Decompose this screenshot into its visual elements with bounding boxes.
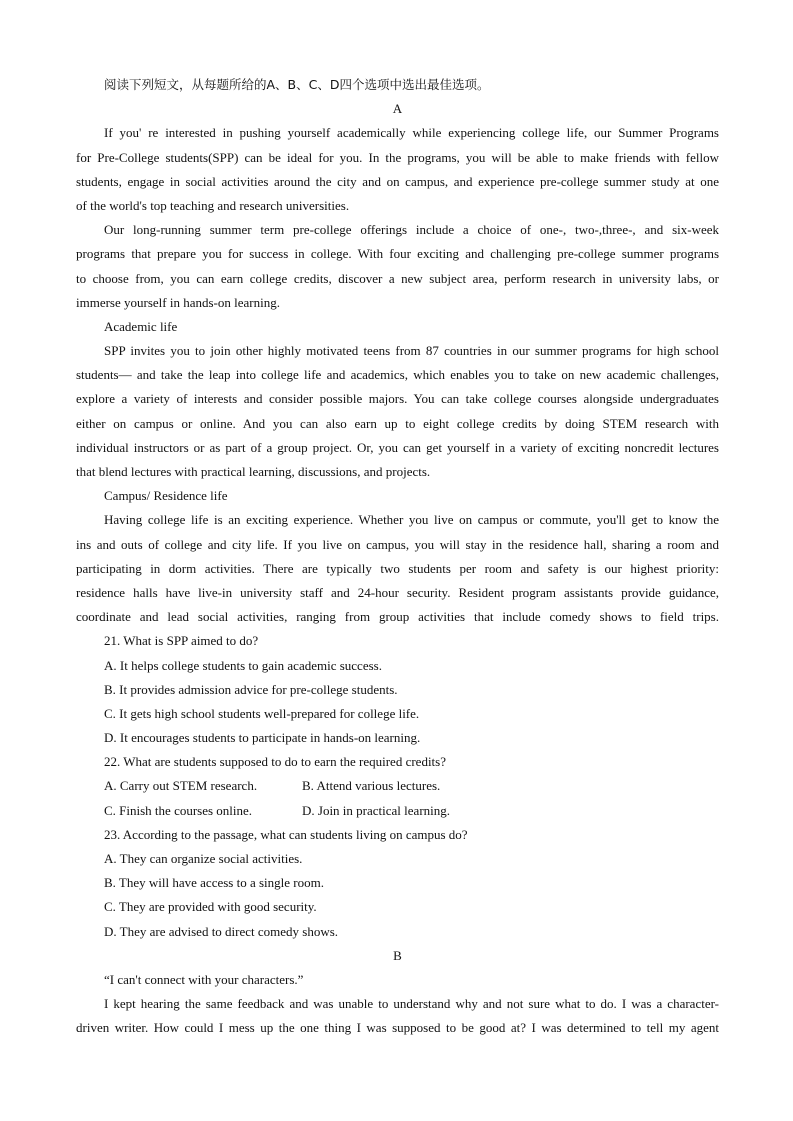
answer-option-c: C. It gets high school students well-prepared for college life. [104, 705, 420, 721]
text-line: for Pre-College students(SPP) can be ideal for you. In the programs, you will be able to make friends with fellow [76, 149, 719, 165]
answer-option-a: A. It helps college students to gain academic success. [104, 657, 382, 673]
answer-option-d: D. It encourages students to participate in hands-on learning. [104, 730, 421, 746]
text-line: Our long-running summer term pre-college offerings include a choice of one-, two-,three-, and six-week [104, 222, 719, 238]
text-line: coordinate and lead social activities, ranging from group activities that include comedy shows to field trips. [76, 609, 719, 625]
text-line: students, engage in social activities around the city and on campus, and experience pre-college summer study at one [76, 173, 719, 189]
question-stem: 22. What are students supposed to do to earn the required credits? [104, 754, 446, 770]
text-line: of the world's top teaching and research universities. [76, 197, 350, 213]
text-line: that blend lectures with practical learning, discussions, and projects. [76, 464, 431, 479]
text-line: residence halls have live-in university staff and 24-hour security. Resident program assistants provide guidance, [76, 584, 719, 600]
text-line: to choose from, you can earn college credits, discover a new subject area, perform research in university labs, or [76, 270, 719, 286]
text-line: If you' re interested in pushing yourself academically while experiencing college life, our Summer Programs [104, 125, 719, 141]
answer-option-c: C. They are provided with good security. [104, 899, 317, 915]
section-a-paragraph-4 [76, 508, 719, 629]
section-a-label: A [392, 101, 403, 117]
text-line: immerse yourself in hands-on learning. [76, 294, 280, 310]
section-a-paragraph-3 [76, 339, 719, 484]
text-line: ins and outs of college and city life. If you live on campus, you will stay in the residence hall, sharing a room and [76, 536, 719, 552]
section-a-paragraph-2 [76, 218, 719, 315]
answer-option-a: A. They can organize social activities. [104, 851, 303, 866]
text-line: explore a variety of interests and consider possible majors. You can take college courses alongside undergraduates [76, 391, 719, 407]
section-b-label: B [393, 947, 402, 963]
question-stem: 21. What is SPP aimed to do? [104, 633, 259, 649]
answer-option-b: B. It provides admission advice for pre-college students. [104, 681, 398, 697]
heading-campus-life: Campus/ Residence life [104, 488, 228, 504]
question-stem: 23. According to the passage, what can students living on campus do? [104, 826, 468, 842]
text-line: students— and take the leap into college life and academics, which enables you to take on new academic challenges, [76, 367, 719, 383]
text-line: Having college life is an exciting experience. Whether you live on campus or commute, you'll get to know the [104, 512, 719, 528]
instruction-line: 阅读下列短文，从每题所给的A、B、C、D四个选项中选出最佳选项。 [104, 77, 490, 92]
text-line: driven writer. How could I mess up the one thing I was supposed to be good at? I was determined to tell my agent [76, 1020, 719, 1036]
text-line: participating in dorm activities. There are typically two students per room and safety is our highest priority: [76, 560, 719, 576]
question-21 [76, 629, 719, 750]
section-b-paragraph-1 [76, 992, 719, 1040]
text-line: I kept hearing the same feedback and was unable to understand why and not sure what to do. I was a character- [104, 996, 719, 1012]
answer-options-row [76, 799, 719, 823]
section-b-quote: “I can't connect with your characters.” [104, 971, 304, 987]
answer-option-d: D. Join in practical learning. [302, 802, 451, 818]
answer-option-d: D. They are advised to direct comedy shows. [104, 923, 339, 939]
answer-options-row [76, 774, 719, 798]
answer-option-b: B. They will have access to a single room. [104, 875, 324, 891]
heading-academic-life: Academic life [104, 318, 178, 334]
section-a-paragraph-1 [76, 121, 719, 218]
text-line: either on campus or online. And you can also earn up to eight college credits by doing STEM research with [76, 415, 719, 431]
text-line: programs that prepare you for success in college. With four exciting and challenging pre-college summer programs [76, 246, 719, 262]
answer-option-b: B. Attend various lectures. [302, 778, 441, 794]
answer-option-a: A. Carry out STEM research. [104, 778, 258, 794]
question-23 [76, 823, 719, 944]
document-content [76, 73, 719, 1041]
text-line: SPP invites you to join other highly motivated teens from 87 countries in our summer programs for high school [104, 343, 719, 359]
answer-option-c: C. Finish the courses online. [104, 802, 253, 818]
text-line: individual instructors or as part of a group project. Or, you can get yourself in a variety of exciting noncredit lectures [76, 439, 719, 455]
question-22 [76, 750, 719, 823]
